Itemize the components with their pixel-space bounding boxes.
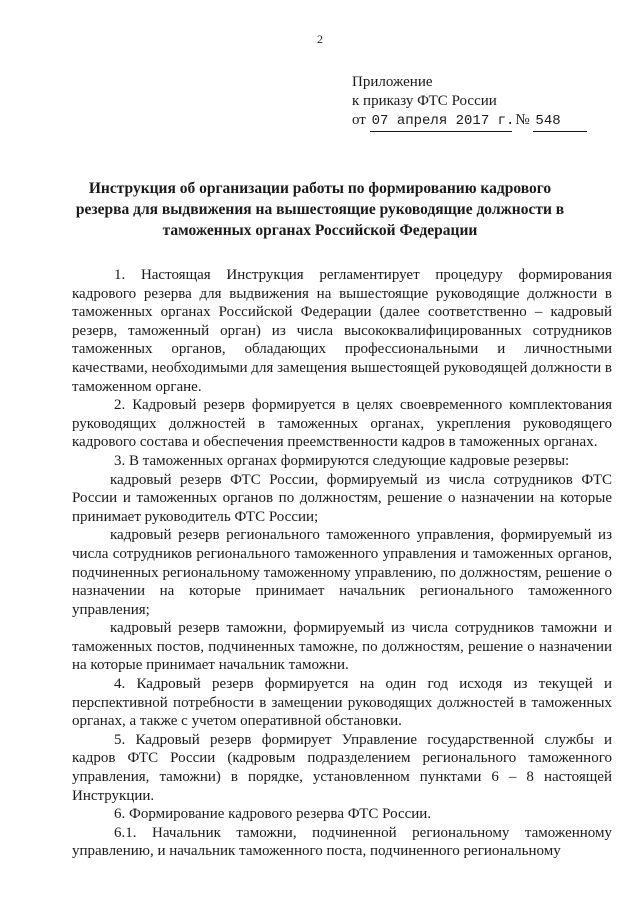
paragraph: 3. В таможенных органах формируются следующие кадровые резервы: <box>114 452 570 469</box>
order-date: 07 апреля 2017 г. <box>370 112 512 132</box>
paragraph: кадровый резерв ФТС России, формируемый из числа сотрудников ФТС России и таможенных органов по должностям, решение о назначении на которые принимает руководитель ФТС России; <box>72 471 612 525</box>
paragraph: 6. Формирование кадрового резерва ФТС России. <box>114 806 432 823</box>
number-prefix: № <box>515 112 530 128</box>
paragraph: кадровый резерв регионального таможенного управления, формируемый из числа сотрудников регионального таможенного управления и таможенных органов, подчиненных региональному таможенному управлению, по должностям, решение о назначении на которые принимает начальник регионального таможенного управления; <box>72 527 612 618</box>
appendix-label: Приложение <box>352 74 433 90</box>
order-number: 548 <box>533 112 587 132</box>
paragraph: 5. Кадровый резерв формирует Управление государственной службы и кадров ФТС России (кадровым подразделением регионального таможенного управления, таможни) в порядке, установленном пунктами 6 – 8 настоящей Инструкции. <box>72 731 612 804</box>
paragraph: кадровый резерв таможни, формируемый из числа сотрудников таможни и таможенных постов, подчиненных таможне, по должностям, решение о назначении на которые принимает начальник таможни. <box>72 620 612 674</box>
page-number: 2 <box>317 32 323 46</box>
appendix-order-ref: к приказу ФТС России <box>352 93 497 109</box>
appendix-block <box>352 73 622 132</box>
paragraph: 2. Кадровый резерв формируется в целях своевременного комплектования руководящих должностей в таможенных органах, укрепления руководящего кадрового состава и обеспечения преемственности кадров в таможенных органах. <box>72 397 612 451</box>
document-body <box>72 266 612 861</box>
date-prefix: от <box>352 112 366 128</box>
paragraph: 6.1. Начальник таможни, подчиненной региональному таможенному управлению, и начальник таможенного поста, подчиненного региональному <box>72 824 612 860</box>
paragraph: 4. Кадровый резерв формируется на один год исходя из текущей и перспективной потребности в замещении руководящих должностей в таможенных органах, а также с учетом оперативной обстановки. <box>72 676 612 730</box>
paragraph: 1. Настоящая Инструкция регламентирует процедуру формирования кадрового резерва для выдвижения на вышестоящие руководящие должности в таможенных органах Российской Федерации (далее соответственно – кадровый резерв, таможенный орган) из числа высококвалифицированных сотрудников таможенных органов, обладающих профессиональными и личностными качествами, необходимыми для замещения вышестоящей руководящей должности в таможенном органе. <box>72 267 612 395</box>
document-title: Инструкция об организации работы по формированию кадрового резерва для выдвижения на вышестоящие руководящие должности в таможенных органах Российской Федерации <box>75 180 565 239</box>
appendix-date-line <box>352 111 622 132</box>
